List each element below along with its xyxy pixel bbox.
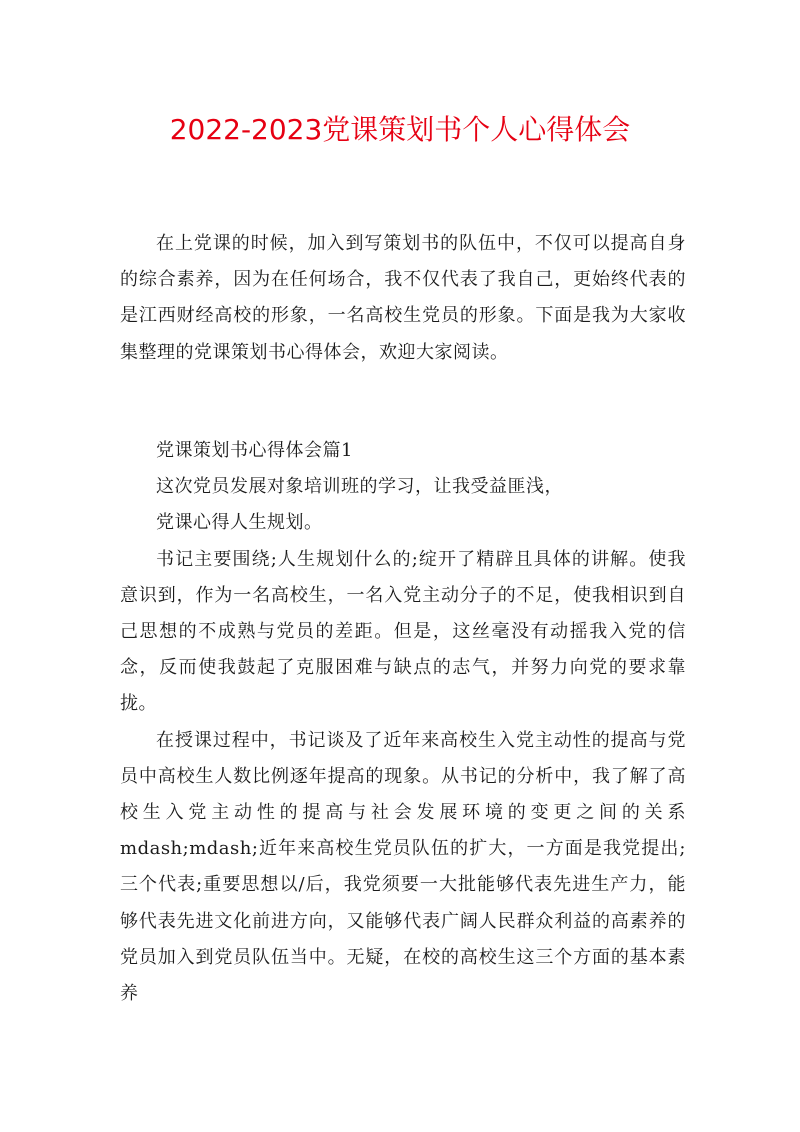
paragraph: 书记主要围绕;人生规划什么的;绽开了精辟且具体的讲解。使我意识到，作为一名高校生，一名入党主动分子的不足，使我相识到自己思想的不成熟与党员的差距。但是，这丝毫没有动摇我入党的信念，反而使我鼓起了克服困难与缺点的志气，并努力向党的要求靠拢。 — [120, 548, 686, 715]
paragraph: 这次党员发展对象培训班的学习，让我受益匪浅， — [156, 476, 563, 498]
document-title: 2022-2023党课策划书个人心得体会 — [169, 113, 631, 146]
intro-paragraph: 在上党课的时候，加入到写策划书的队伍中，不仅可以提高自身的综合素养，因为在任何场合，我不仅代表了我自己，更始终代表的是江西财经高校的形象，一名高校生党员的形象。下面是我为大家收集整理的党课策划书心得体会，欢迎大家阅读。 — [120, 233, 686, 363]
section-block — [120, 433, 686, 1012]
section-heading: 党课策划书心得体会篇1 — [156, 440, 353, 461]
intro-block — [120, 226, 686, 371]
paragraph: 在授课过程中，书记谈及了近年来高校生入党主动性的提高与党员中高校生人数比例逐年提高的现象。从书记的分析中，我了解了高校生入党主动性的提高与社会发展环境的变更之间的关系mdash;mdash;近年来高校生党员队伍的扩大，一方面是我党提出;三个代表;重要思想以/后，我党须要一大批能够代表先进生产力，能够代表先进文化前进方向，又能够代表广阔人民群众利益的高素养的党员加入到党员队伍当中。无疑，在校的高校生这三个方面的基本素养 — [120, 729, 686, 1005]
paragraph: 党课心得人生规划。 — [156, 512, 323, 534]
